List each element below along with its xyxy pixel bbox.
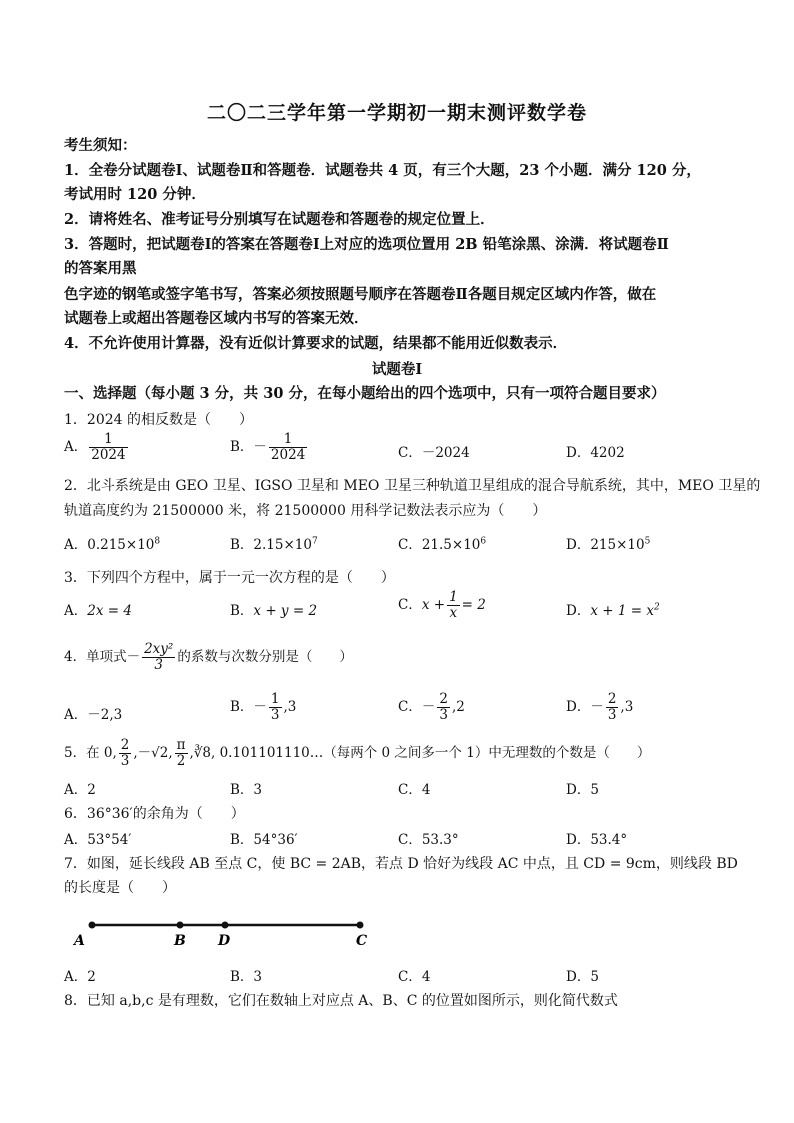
q3-option-d: D．$x + 1 = x^2$: [566, 602, 660, 619]
notice-1b: 考试用时 120 分钟．: [64, 186, 206, 203]
q4-d-fraction: $\frac{2}{3}$: [607, 691, 617, 723]
q6-option-a: A．53°54′: [64, 832, 132, 848]
q2-option-b: B．$2.15\times 10^7$: [230, 536, 318, 553]
label-c: C: [356, 933, 368, 949]
q6-stem: 6．36°36′的余角为（ ）: [64, 806, 245, 822]
notice-3a: 3．答题时，把试题卷Ⅰ的答案在答题卷Ⅰ上对应的选项位置用 2B 铅笔涂黑、涂满．将试题卷Ⅱ: [64, 236, 669, 253]
q8-stem: 8．已知 a,b,c 是有理数，它们在数轴上对应点 A、B、C 的位置如图所示，则化简代数式: [64, 993, 618, 1009]
q4-option-a: A．－2,3: [64, 707, 123, 723]
page-title: 二〇二三学年第一学期初一期末测评数学卷: [206, 102, 587, 124]
q4-c-fraction: $\frac{2}{3}$: [439, 691, 448, 723]
q1-option-d: D．4202: [566, 445, 625, 461]
notice-4: 4．不允许使用计算器，没有近似计算要求的试题，结果都不能用近似数表示．: [64, 335, 568, 352]
q3-option-b: B．x + y = 2: [230, 603, 318, 619]
section-title: 试题卷Ⅰ: [371, 361, 423, 378]
q5-option-b: B．3: [230, 782, 263, 798]
q5-stem: 5．在 0, $\frac{2}{3}$ ,－√2, $\frac{\pi}{2}$ ,∛8, 0.101101110…（每两个 0 之间多一个 1）中无理数的个数是（ ）: [64, 737, 651, 769]
q2-option-a: A．$0.215\times 10^8$: [64, 536, 161, 553]
q1-option-c: C．－2024: [398, 445, 470, 461]
q3-option-c: C．x + $\frac{1}{x}$ = 2: [398, 589, 486, 621]
q2-stem-b: 轨道高度约为 21500000 米，将 21500000 用科学记数法表示应为（ ）: [64, 503, 547, 519]
q1-option-b: B．－ $\frac{1}{2024}$: [230, 431, 306, 463]
q5-fraction-pi-half: $\frac{\pi}{2}$: [176, 737, 186, 769]
q7-option-d: D．5: [566, 969, 599, 985]
q6-option-d: D．53.4°: [566, 832, 628, 848]
q2-option-c: C．$21.5\times 10^6$: [398, 536, 487, 553]
label-a: A: [74, 933, 85, 949]
q6-option-c: C．53.3°: [398, 832, 459, 848]
notice-3c: 色字迹的钢笔或签字笔书写，答案必须按照题号顺序在答题卷Ⅱ各题目规定区域内作答，做在: [64, 286, 657, 303]
q7-stem-b: 的长度是（ ）: [64, 880, 176, 896]
q4-option-b: B．－ $\frac{1}{3}$ ,3: [230, 691, 297, 723]
q1-option-a: A． $\frac{1}{2024}$: [64, 431, 126, 463]
q5-fraction-two-thirds: $\frac{2}{3}$: [120, 737, 130, 769]
q6-option-b: B．54°36′: [230, 832, 298, 848]
q4-b-fraction: $\frac{1}{3}$: [270, 691, 280, 723]
label-d: D: [218, 933, 231, 949]
label-b: B: [174, 933, 186, 949]
q2-option-d: D．$215\times 10^5$: [566, 536, 651, 553]
q7-segment-figure: [60, 912, 390, 952]
notice-3d: 试题卷上或超出答题卷区域内书写的答案无效．: [64, 310, 369, 327]
part1-heading: 一、选择题（每小题 3 分，共 30 分，在每小题给出的四个选项中，只有一项符合题目要求）: [64, 385, 666, 402]
q4-option-d: D．－ $\frac{2}{3}$ ,3: [566, 691, 634, 723]
q7-option-a: A．2: [64, 969, 96, 985]
q7-option-c: C．4: [398, 969, 431, 985]
q3-c-fraction: $\frac{1}{x}$: [449, 589, 458, 621]
notice-3b: 的答案用黑: [64, 260, 137, 277]
q3-stem: 3．下列四个方程中，属于一元一次方程的是（ ）: [64, 570, 395, 586]
point-a-dot: [89, 922, 96, 929]
point-d-dot: [222, 922, 229, 929]
point-b-dot: [177, 922, 184, 929]
q7-stem-a: 7．如图，延长线段 AB 至点 C，使 BC = 2AB，若点 D 恰好为线段 AC 中点，且 CD = 9cm，则线段 BD: [64, 856, 738, 872]
q2-stem-a: 2．北斗系统是由 GEO 卫星、IGSO 卫星和 MEO 卫星三种轨道卫星组成的混合导航系统，其中，MEO 卫星的: [64, 478, 761, 494]
q5-option-d: D．5: [566, 782, 599, 798]
notice-1a: 1．全卷分试题卷Ⅰ、试题卷Ⅱ和答题卷．试题卷共 4 页，有三个大题，23 个小题．满分 120 分，: [64, 162, 701, 179]
q1-b-fraction: $\frac{1}{2024}$: [270, 431, 306, 463]
notice-2: 2．请将姓名、准考证号分别填写在试题卷和答题卷的规定位置上．: [64, 211, 495, 228]
notice-heading: 考生须知：: [64, 137, 137, 154]
q3-option-a: A．2x = 4: [64, 603, 132, 619]
q4-stem: 4．单项式－ $\frac{\text{2xy²}}{3}$ 的系数与次数分别是（ ）: [64, 641, 353, 673]
point-c-dot: [357, 922, 364, 929]
q7-option-b: B．3: [230, 969, 263, 985]
q1-a-fraction: $\frac{1}{2024}$: [91, 431, 126, 463]
q1-stem: 1．2024 的相反数是（ ）: [64, 412, 253, 428]
q5-option-c: C．4: [398, 782, 431, 798]
q5-option-a: A．2: [64, 782, 96, 798]
q4-option-c: C．－ $\frac{2}{3}$ ,2: [398, 691, 465, 723]
q4-monomial-fraction: $\frac{\text{2xy²}}{3}$: [144, 641, 174, 673]
